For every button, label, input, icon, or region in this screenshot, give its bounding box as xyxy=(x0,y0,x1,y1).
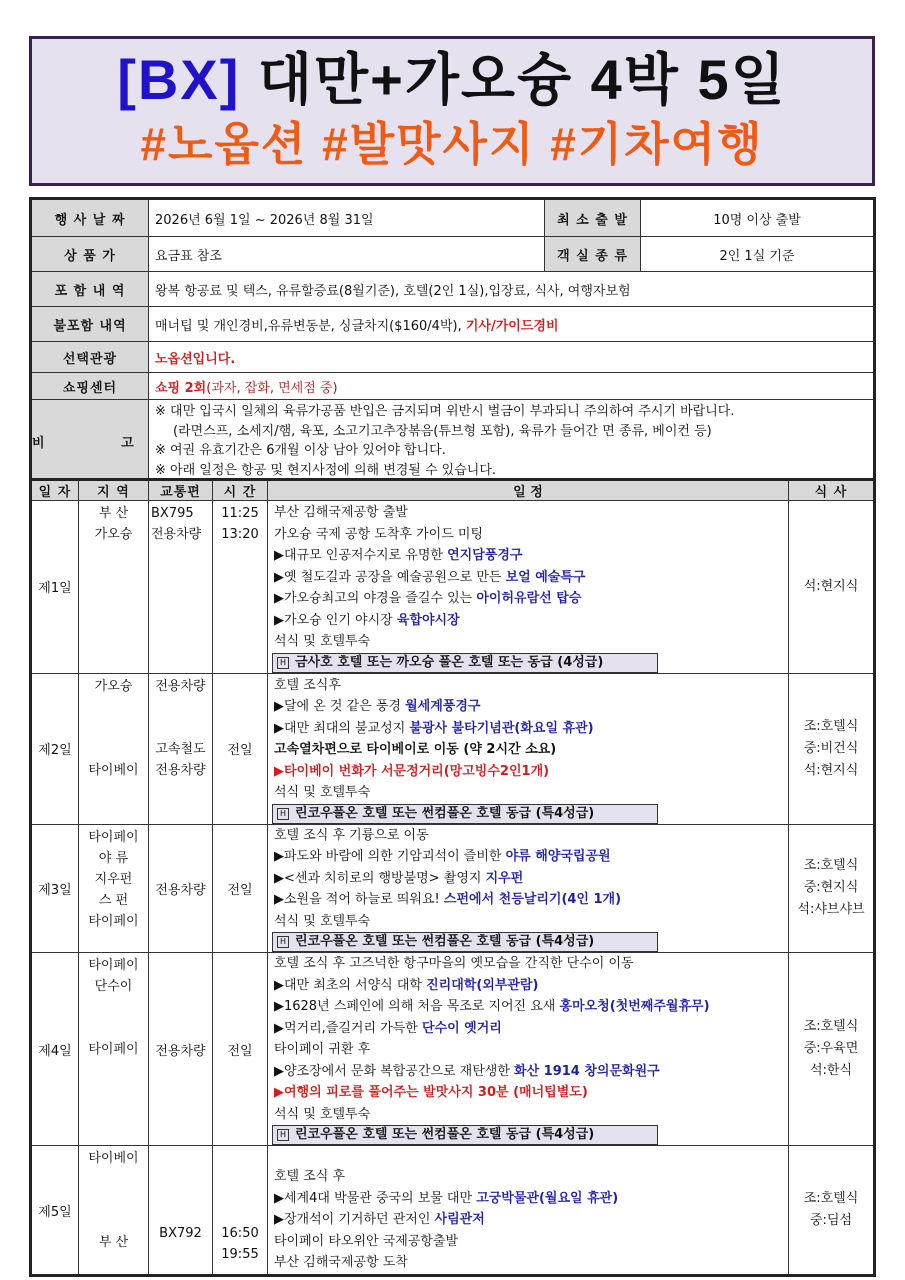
itinerary-line: 부산 김해국제공항 출발 xyxy=(274,505,408,520)
transport: 전용차량 xyxy=(155,678,206,694)
min-departure-label: 최 소 출 발 xyxy=(545,199,641,237)
day-row-3 xyxy=(31,824,875,953)
time-cell: 전일 xyxy=(213,673,268,824)
flight-number: BX792 xyxy=(159,1226,202,1241)
region-cell xyxy=(79,501,149,674)
header-region: 지 역 xyxy=(79,480,149,501)
transport-cell: 전용차량 xyxy=(149,953,213,1146)
itinerary-cell xyxy=(268,953,789,1146)
flight-number: BX795 xyxy=(151,506,194,521)
itinerary-cell xyxy=(268,673,789,824)
price-label: 상 품 가 xyxy=(31,237,149,272)
header-time: 시 간 xyxy=(213,480,268,501)
region-cell xyxy=(79,824,149,953)
transport-cell xyxy=(149,501,213,674)
itinerary-line: 호텔 조식 후 고즈넉한 항구마을의 옛모습을 간직한 단수이 이동 xyxy=(274,956,634,971)
day-label: 제1일 xyxy=(31,501,79,674)
transport-cell: 전용차량 xyxy=(149,824,213,953)
time: 13:20 xyxy=(221,527,259,542)
itinerary-cell xyxy=(268,501,789,674)
airline-code: [BX] xyxy=(117,48,241,111)
day-label: 제2일 xyxy=(31,673,79,824)
itinerary-line: ▶<센과 치히로의 행방불명> 촬영지 지우펀 xyxy=(274,870,524,886)
excluded-guide-fee: 기사/가이드경비 xyxy=(465,318,559,334)
itinerary-line: 호텔 조식후 xyxy=(274,677,341,693)
header-meal: 식 사 xyxy=(789,480,875,501)
itinerary-cell xyxy=(268,1146,789,1276)
region: 가오슝 xyxy=(94,678,133,694)
product-name: 대만+가오슝 4박 5일 xyxy=(257,48,787,111)
itinerary-line: ▶가오슝최고의 야경을 즐길수 있는 아이허유람선 탑승 xyxy=(274,591,582,606)
product-tags: #노옵션 #발맛사지 #기차여행 xyxy=(140,118,764,170)
region-cell xyxy=(79,1146,149,1276)
hotel-line: H 린코우풀온 호텔 또는 썬컴풀온 호텔 동급 (특4성급) xyxy=(272,932,658,952)
itinerary-line: ▶소원을 적어 하늘로 띄워요! 스펀에서 천등날리기(4인 1개) xyxy=(274,892,622,907)
hotel-line: H 린코우풀온 호텔 또는 썬컴풀온 호텔 동급 (특4성급) xyxy=(272,1125,658,1145)
itinerary-cell xyxy=(268,824,789,953)
itinerary-line: ▶타이베이 번화가 서문정거리(망고빙수2인1개) xyxy=(274,763,550,779)
day-row-1 xyxy=(31,501,875,674)
room-type-value: 2인 1실 기준 xyxy=(641,237,875,272)
region: 가오슝 xyxy=(94,527,133,542)
itinerary-line: ▶세계4대 박물관 중국의 보물 대만 고궁박물관(월요일 휴관) xyxy=(274,1190,619,1206)
region: 타이베이 xyxy=(88,1151,139,1166)
region: 스 펀 xyxy=(98,892,129,908)
itinerary-line: ▶먹거리,즐길거리 가득한 단수이 옛거리 xyxy=(274,1020,502,1036)
region: 지우펀 xyxy=(94,871,133,887)
included-value: 왕복 항공료 및 텍스, 유류할증료(8월기준), 호텔(2인 1실),입장료, 식사, 여행자보험 xyxy=(149,272,875,307)
region: 부 산 xyxy=(98,1235,129,1250)
itinerary-line: ▶가오슝 인기 야시장 육합야시장 xyxy=(274,612,460,628)
region: 부 산 xyxy=(98,506,129,521)
itinerary-line: ▶장개석이 기거하던 관저인 사림관저 xyxy=(274,1212,485,1227)
shopping-count: 쇼핑 2회 xyxy=(155,380,207,396)
transport: 전용차량 xyxy=(155,762,206,778)
excluded-value xyxy=(149,307,875,342)
time-cell xyxy=(213,1146,268,1276)
hotel-line: H 린코우풀온 호텔 또는 썬컴풀온 호텔 동급 (특4성급) xyxy=(272,804,658,824)
shopping-value xyxy=(149,373,875,400)
itinerary-line: 석식 및 호텔투숙 xyxy=(274,785,371,800)
time: 11:25 xyxy=(221,506,259,521)
excluded-text: 매너팁 및 개인경비,유류변동분, 싱글차지($160/4박), xyxy=(155,318,462,334)
itinerary-line: ▶옛 철도길과 공장을 예술공원으로 만든 보얼 예술특구 xyxy=(274,569,586,585)
meal-cell: 조:호텔식 중:딤섬 xyxy=(789,1146,875,1276)
region: 타이페이 xyxy=(88,913,139,929)
day-row-5 xyxy=(31,1146,875,1276)
itinerary-table xyxy=(29,478,876,1277)
room-type-label: 객 실 종 류 xyxy=(545,237,641,272)
itinerary-line: ▶대만 최초의 서양식 대학 진리대학(외부관람) xyxy=(274,977,539,993)
period-value: 2026년 6월 1일 ~ 2026년 8월 31일 xyxy=(149,199,545,237)
itinerary-line: ▶여행의 피로를 풀어주는 발맛사지 30분 (매너팁별도) xyxy=(274,1085,588,1100)
region: 타이베이 xyxy=(88,762,139,778)
itinerary-line: 석식 및 호텔투숙 xyxy=(274,913,371,929)
itinerary-line: 호텔 조식 후 xyxy=(274,1169,346,1184)
day-label: 제4일 xyxy=(31,953,79,1146)
product-info-table xyxy=(29,197,876,485)
time: 16:50 xyxy=(221,1226,259,1241)
excluded-label: 불포함 내역 xyxy=(31,307,149,342)
price-value: 요금표 참조 xyxy=(149,237,545,272)
itinerary-line: ▶대규모 인공저수지로 유명한 연지담풍경구 xyxy=(274,548,523,563)
hotel-icon: H xyxy=(277,657,289,669)
note-line: ※ 아래 일정은 항공 및 현지사정에 의해 변경될 수 있습니다. xyxy=(155,462,497,478)
itinerary-line: 고속열차편으로 타이베이로 이동 (약 2시간 소요) xyxy=(274,742,557,757)
itinerary-line: 석식 및 호텔투숙 xyxy=(274,634,371,649)
itinerary-line: 타이페이 귀환 후 xyxy=(274,1042,371,1057)
note-line: (라면스프, 소세지/햄, 육포, 소고기고추장볶음(튜브형 포함), 육류가 들어간 면 종류, 베이컨 등) xyxy=(173,423,712,439)
day-label: 제5일 xyxy=(31,1146,79,1276)
time: 19:55 xyxy=(221,1247,259,1262)
hotel-icon: H xyxy=(277,936,289,948)
region: 단수이 xyxy=(94,979,133,994)
note-line: ※ 여권 유효기간은 6개월 이상 남아 있어야 합니다. xyxy=(155,443,446,458)
meal-cell: 조:호텔식 중:비건식 석:현지식 xyxy=(789,673,875,824)
shopping-detail: (과자, 잡화, 면세점 중) xyxy=(206,380,338,396)
itinerary-line: ▶달에 온 것 같은 풍경 월세계풍경구 xyxy=(274,699,481,714)
header-transport: 교통편 xyxy=(149,480,213,501)
transport: 전용차량 xyxy=(151,527,202,542)
header-day: 일 자 xyxy=(31,480,79,501)
transport-cell xyxy=(149,673,213,824)
notes-value xyxy=(149,400,875,484)
region-cell xyxy=(79,673,149,824)
header-itinerary: 일 정 xyxy=(268,480,789,501)
region: 타이페이 xyxy=(88,1042,139,1057)
transport: 고속철도 xyxy=(155,741,206,757)
itinerary-line: 부산 김해국제공항 도착 xyxy=(274,1255,408,1270)
optional-tour-value: 노옵션입니다. xyxy=(149,342,875,373)
period-label: 행 사 날 짜 xyxy=(31,199,149,237)
day-row-4 xyxy=(31,953,875,1146)
min-departure-value: 10명 이상 출발 xyxy=(641,199,875,237)
hotel-icon: H xyxy=(277,1129,289,1141)
shopping-label: 쇼핑센터 xyxy=(31,373,149,400)
region: 타이페이 xyxy=(88,829,139,845)
meal-cell: 석:현지식 xyxy=(789,501,875,674)
notes-label: 비 고 xyxy=(31,400,149,484)
included-label: 포 함 내 역 xyxy=(31,272,149,307)
itinerary-line: 호텔 조식 후 기륭으로 이동 xyxy=(274,827,429,843)
itinerary-line: 가오슝 국제 공항 도착후 가이드 미팅 xyxy=(274,526,484,542)
meal-cell: 조:호텔식 중:우육면 석:한식 xyxy=(789,953,875,1146)
hotel-icon: H xyxy=(277,808,289,820)
optional-tour-label: 선택관광 xyxy=(31,342,149,373)
itinerary-line: ▶파도와 바람에 의한 기암괴석이 즐비한 야류 해양국립공원 xyxy=(274,849,611,864)
hotel-line: H 금사호 호텔 또는 까오슝 풀온 호텔 또는 동급 (4성급) xyxy=(272,653,658,673)
itinerary-line: 석식 및 호텔투숙 xyxy=(274,1106,371,1122)
region: 타이페이 xyxy=(88,958,139,973)
time-cell: 전일 xyxy=(213,953,268,1146)
day-label: 제3일 xyxy=(31,824,79,953)
meal-cell: 조:호텔식 중:현지식 석:샤브샤브 xyxy=(789,824,875,953)
itinerary-line: 타이페이 타오위안 국제공항출발 xyxy=(274,1233,459,1249)
transport-cell xyxy=(149,1146,213,1276)
title-banner xyxy=(29,36,875,186)
itinerary-line: ▶대만 최대의 불교성지 불광사 불타기념관(화요일 휴관) xyxy=(274,720,594,736)
day-row-2 xyxy=(31,673,875,824)
region-cell xyxy=(79,953,149,1146)
note-line: ※ 대만 입국시 일체의 육류가공품 반입은 금지되며 위반시 벌금이 부과되니 주의하여 주시기 바랍니다. xyxy=(155,404,735,419)
time-cell: 전일 xyxy=(213,824,268,953)
region: 야 류 xyxy=(98,850,129,866)
itinerary-line: ▶1628년 스페인에 의해 처음 목조로 지어진 요새 홍마오청(첫번째주월휴무) xyxy=(274,999,710,1014)
itinerary-line: ▶양조장에서 문화 복합공간으로 재탄생한 화산 1914 창의문화원구 xyxy=(274,1063,660,1079)
product-title xyxy=(32,45,872,115)
time-cell xyxy=(213,501,268,674)
